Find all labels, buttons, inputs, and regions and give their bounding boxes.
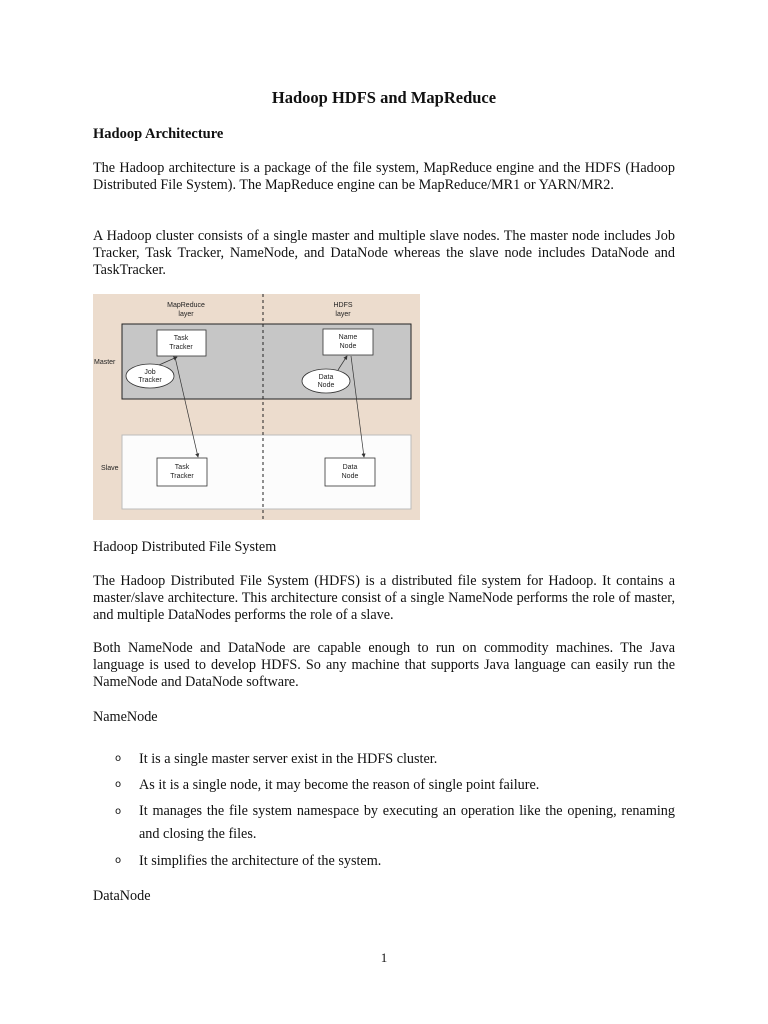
master-label: Master — [94, 359, 116, 366]
bullet-circle-icon: o — [115, 806, 122, 817]
bullet-circle-icon: o — [115, 779, 122, 790]
master-data-node-ellipse — [302, 369, 350, 393]
namenode-bullet-list — [93, 850, 675, 872]
list-item: o As it is a single node, it may become the reason of single point failure. — [93, 774, 675, 796]
master-data-node-label: Data Node — [317, 374, 335, 389]
slave-data-node-label: Data Node — [341, 464, 359, 480]
namenode-bullet-list — [93, 748, 675, 770]
slave-data-node-box — [325, 458, 375, 486]
list-item: o It is a single master server exist in the HDFS cluster. — [93, 748, 675, 770]
master-task-tracker-label: Task Tracker — [169, 335, 193, 351]
slave-task-tracker-label: Task Tracker — [170, 464, 194, 480]
master-task-tracker-box — [157, 330, 206, 356]
paragraph-architecture-intro: The Hadoop architecture is a package of the file system, MapReduce engine and the HDFS (Hadoop Distributed File System). The MapReduce engine can be MapReduce/MR1 or YARN/MR2. — [93, 160, 675, 193]
name-node-label: Name Node — [338, 334, 358, 350]
list-item: o It simplifies the architecture of the system. — [93, 850, 675, 872]
namenode-bullet-list — [93, 800, 675, 846]
slave-label: Slave — [101, 465, 119, 472]
bullet-circle-icon: o — [115, 753, 122, 764]
name-node-box — [323, 329, 373, 355]
paragraph-cluster: A Hadoop cluster consists of a single master and multiple slave nodes. The master node includes Job Tracker, Task Tracker, NameNode, and DataNode whereas the slave node includes DataNode and TaskTracker. — [93, 228, 675, 278]
paragraph-hdfs-commodity: Both NameNode and DataNode are capable enough to run on commodity machines. The Java language is used to develop HDFS. So any machine that supports Java language can easily run the NameNode and DataNode software. — [93, 640, 675, 690]
hdfs-label: Hadoop Distributed File System — [93, 539, 277, 555]
list-item: o It manages the file system namespace by executing an operation like the opening, renaming and closing the files. — [93, 800, 675, 846]
hadoop-architecture-diagram — [93, 294, 420, 520]
page-number: 1 — [380, 950, 388, 965]
section-heading: Hadoop Architecture — [93, 126, 224, 142]
paragraph-hdfs-intro: The Hadoop Distributed File System (HDFS) is a distributed file system for Hadoop. It contains a master/slave architecture. This architecture consist of a single NameNode performs the role of master, and multiple DataNodes performs the role of a slave. — [93, 573, 675, 623]
mapreduce-layer-label: MapReduce layer — [167, 302, 205, 318]
bullet-circle-icon: o — [115, 855, 122, 866]
datanode-label: DataNode — [93, 888, 151, 904]
job-tracker-ellipse — [126, 364, 174, 388]
slave-task-tracker-box — [157, 458, 207, 486]
namenode-bullet-list — [93, 774, 675, 796]
job-tracker-label: Job Tracker — [138, 369, 162, 384]
hdfs-layer-label: HDFS layer — [333, 302, 353, 318]
namenode-label: NameNode — [93, 709, 158, 725]
document-title: Hadoop HDFS and MapReduce — [271, 88, 497, 107]
